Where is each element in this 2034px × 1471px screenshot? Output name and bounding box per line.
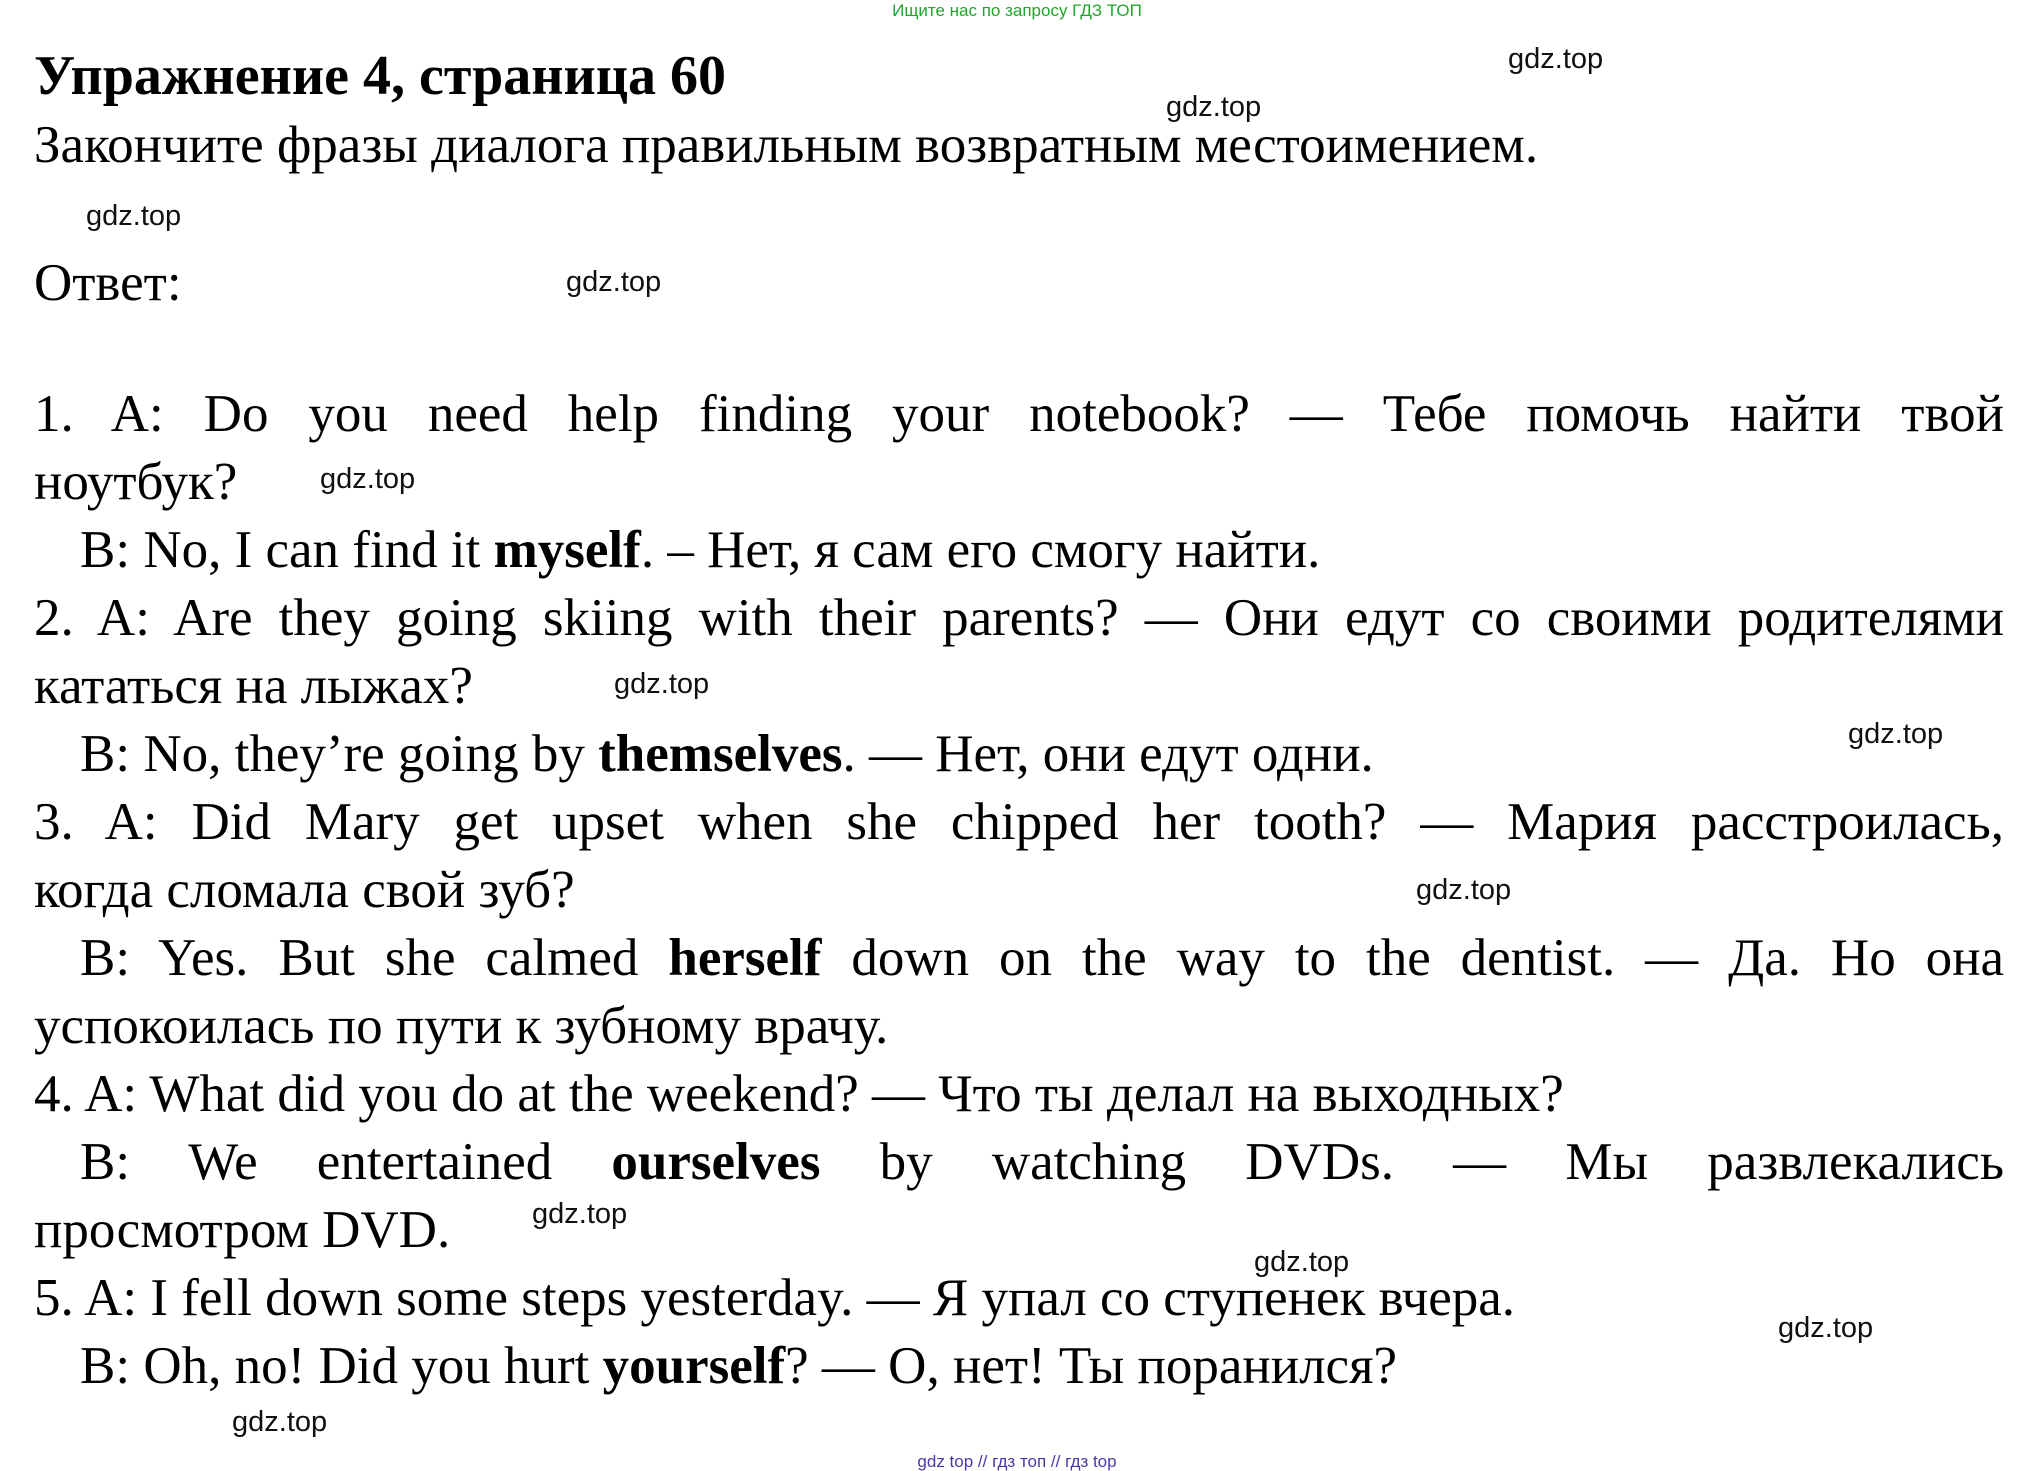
watermark: gdz.top	[1254, 1246, 1350, 1278]
reflexive-pronoun: myself	[493, 521, 641, 579]
dialog-text: B: Yes. But she calmed	[80, 929, 669, 987]
dialog-line: когда сломала свой зуб?	[34, 861, 575, 919]
watermark: gdz.top	[1166, 91, 1262, 123]
dialog-line	[34, 1128, 2004, 1196]
watermark: gdz.top	[232, 1406, 328, 1438]
dialog-line: ноутбук?	[34, 453, 238, 511]
dialog-line: 1. A: Do you need help finding your notebook? — Тебе помочь найти твой	[34, 385, 2004, 443]
dialog-line: успокоилась по пути к зубному врачу.	[34, 997, 889, 1055]
reflexive-pronoun: ourselves	[611, 1133, 821, 1191]
dialog-text: . – Нет, я сам его смогу найти.	[640, 521, 1321, 579]
watermark: gdz.top	[1778, 1312, 1874, 1344]
dialog-line	[34, 516, 2004, 584]
dialog-text: B: Oh, no! Did you hurt	[80, 1337, 603, 1395]
site-banner: Ищите нас по запросу ГДЗ ТОП	[892, 1, 1142, 20]
dialog-text: B: We entertained	[80, 1133, 612, 1191]
dialog-text: B: No, I can find it	[80, 521, 494, 579]
dialog-line: 5. A: I fell down some steps yesterday. — Я упал со ступенек вчера.	[34, 1269, 1516, 1327]
watermark: gdz.top	[1508, 43, 1604, 75]
dialog-line: просмотром DVD.	[34, 1201, 451, 1259]
reflexive-pronoun: yourself	[602, 1337, 786, 1395]
dialog-text: by watching DVDs. — Мы развлекались	[820, 1133, 2004, 1191]
exercise-instruction: Закончите фразы диалога правильным возвратным местоимением.	[34, 116, 1539, 174]
exercise-title: Упражнение 4, страница 60	[34, 45, 727, 107]
watermark: gdz.top	[614, 668, 710, 700]
answer-dialog	[34, 380, 2004, 1400]
answer-label: Ответ:	[34, 254, 182, 312]
dialog-text: B: No, they’re going by	[80, 725, 599, 783]
dialog-line	[34, 924, 2004, 992]
reflexive-pronoun: herself	[668, 929, 822, 987]
watermark: gdz.top	[566, 266, 662, 298]
dialog-text: ? — О, нет! Ты поранился?	[785, 1337, 1397, 1395]
watermark: gdz.top	[320, 463, 416, 495]
dialog-line	[34, 720, 2004, 788]
watermark: gdz.top	[86, 200, 182, 232]
dialog-line: 3. A: Did Mary get upset when she chipped her tooth? — Мария расстроилась,	[34, 793, 2004, 851]
dialog-line: 4. A: What did you do at the weekend? — Что ты делал на выходных?	[34, 1065, 1564, 1123]
dialog-text: . — Нет, они едут одни.	[842, 725, 1374, 783]
site-footer: gdz top // гдз топ // гдз top	[917, 1452, 1117, 1471]
dialog-line	[34, 1332, 2004, 1400]
watermark: gdz.top	[532, 1198, 628, 1230]
dialog-line: кататься на лыжах?	[34, 657, 473, 715]
dialog-line: 2. A: Are they going skiing with their parents? — Они едут со своими родителями	[34, 589, 2004, 647]
dialog-text: down on the way to the dentist. — Да. Но она	[821, 929, 2004, 987]
watermark: gdz.top	[1848, 718, 1944, 750]
reflexive-pronoun: themselves	[598, 725, 843, 783]
watermark: gdz.top	[1416, 874, 1512, 906]
